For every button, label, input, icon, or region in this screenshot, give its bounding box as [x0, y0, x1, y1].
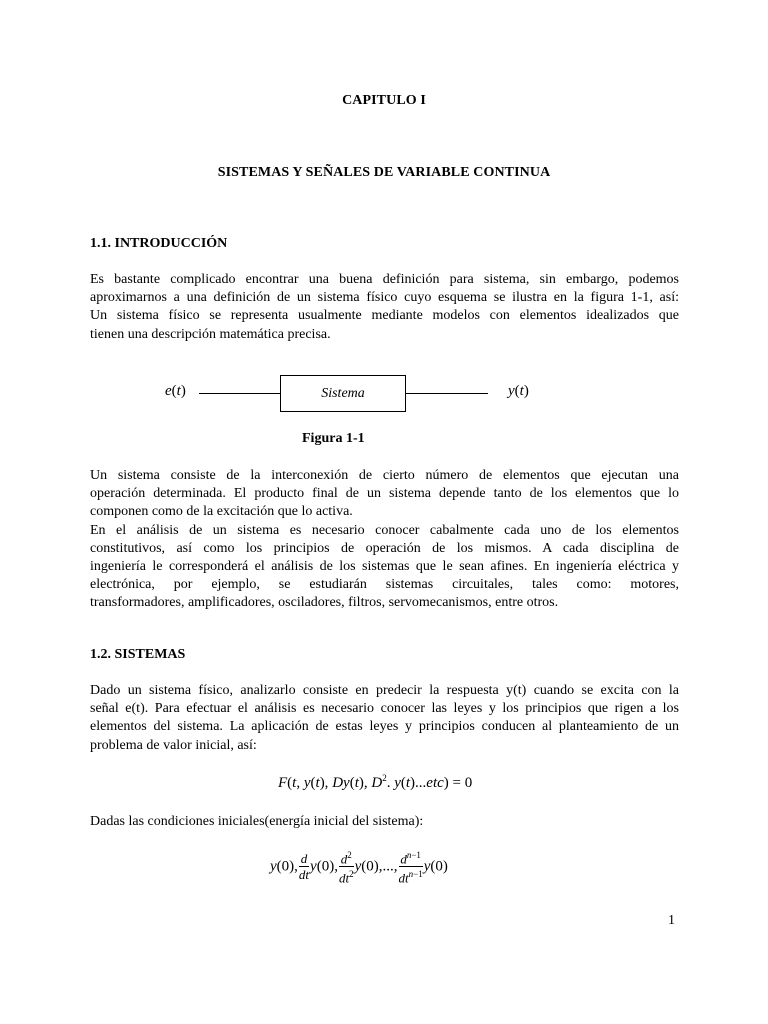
paragraph-line: componen como de la excitación que lo activa. [90, 504, 353, 520]
paragraph-line: aproximarnos a una definición de un sistema físico cuyo esquema se ilustra en la figura 1-1, así: [90, 290, 679, 306]
paragraph-system-description [90, 467, 679, 613]
equation-initial-value-problem: F(t, y(t), Dy(t), $D^2$. y(t)...etc) = 0 [278, 773, 473, 791]
paragraph-line: Dado un sistema físico, analizarlo consiste en predecir la respuesta y(t) cuando se excita con la [90, 683, 679, 698]
paragraph-initial-conditions [90, 813, 679, 831]
input-wire [199, 393, 280, 394]
output-wire [406, 393, 488, 394]
paragraph-line: tienen una descripción matemática precisa. [90, 326, 331, 342]
paragraph-line: transformadores, amplificadores, osciladores, filtros, servomecanismos, entre otros. [90, 595, 559, 611]
paragraph-line: señal e(t). Para efectuar el análisis es necesario conocer las leyes y los principios que rigen a los [90, 701, 679, 717]
section-heading-introduccion: 1.1. INTRODUCCIÓN [90, 236, 228, 251]
system-block-label: Sistema [321, 385, 365, 401]
system-block [280, 375, 406, 412]
input-signal-label: e(t) [165, 383, 186, 399]
chapter-subtitle: SISTEMAS Y SEÑALES DE VARIABLE CONTINUA [217, 165, 551, 180]
equation-initial-conditions: y(0), $\frac{d}{dt}$ y(0), $\frac{d^2}{dt^2}$ y(0),..., $\frac{d^{n-1}}{dt^{n-1}}$ y(0) [270, 850, 448, 886]
paragraph-line: elementos del sistema. La aplicación de estas leyes y principios conducen al planteamiento de un [90, 719, 679, 735]
chapter-title: CAPITULO I [342, 93, 426, 108]
paragraph-line: constitutivos, así como los principios de operación de los mismos. A cada disciplina de [90, 540, 679, 556]
paragraph-line: ingeniería le corresponderá el análisis de los sistemas que le sean afines. En ingeniería eléctrica y [90, 559, 679, 575]
figure-caption: Figura 1-1 [302, 431, 365, 446]
paragraph-line: Un sistema consiste de la interconexión de cierto número de elementos que ejecutan una [90, 468, 679, 483]
paragraph-line: Es bastante complicado encontrar una buena definición para sistema, sin embargo, podemos [90, 272, 679, 287]
paragraph-analysis [90, 682, 679, 755]
paragraph-line: operación determinada. El producto final de un sistema depende tanto de los elementos que lo [90, 486, 679, 502]
paragraph-line: En el análisis de un sistema es necesario conocer cabalmente cada uno de los elementos [90, 522, 679, 538]
paragraph-line: Dadas las condiciones iniciales(energía inicial del sistema): [90, 814, 424, 829]
paragraph-line: problema de valor inicial, así: [90, 737, 257, 753]
paragraph-line: electrónica, por ejemplo, se estudiarán sistemas circuitales, tales como: motores, [90, 577, 679, 593]
section-heading-sistemas: 1.2. SISTEMAS [90, 647, 186, 662]
output-signal-label: y(t) [508, 383, 529, 399]
block-diagram [0, 372, 768, 417]
paragraph-intro [90, 271, 679, 344]
paragraph-line: Un sistema físico se representa usualmente mediante modelos con elementos idealizados que [90, 308, 679, 324]
page-number: 1 [668, 913, 675, 928]
